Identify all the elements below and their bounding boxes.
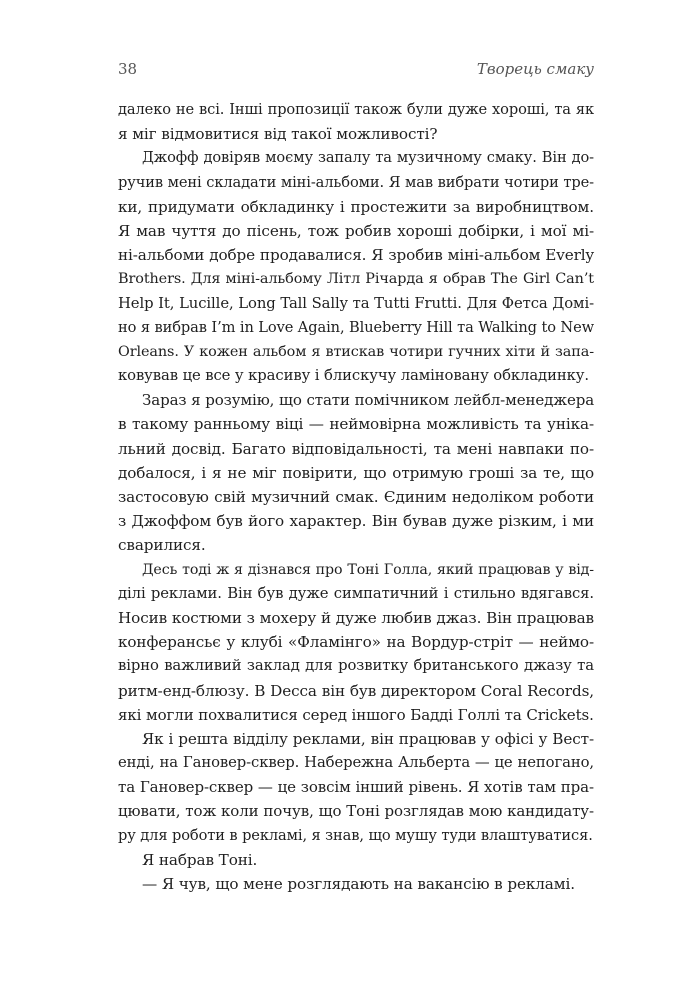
- text-line: Десь тоді ж я дізнався про Тоні Голла, який працював у від-: [142, 561, 594, 578]
- text-line: та Гановер-сквер — це зовсім інший рівень. Я хотів там пра-: [118, 778, 594, 797]
- body-text: [118, 98, 594, 896]
- text-line: добалося, і я не міг повірити, що отримую гроші за те, що: [118, 463, 594, 482]
- text-line: ручив мені складати міні-альбоми. Я мав вибрати чотири тре-: [118, 173, 594, 191]
- running-title: Творець смаку: [476, 60, 594, 78]
- text-line: но я вибрав I’m in Love Again, Blueberry Hill та Walking to New: [118, 318, 595, 336]
- text-line: Orleans. У кожен альбом я втискав чотири гучних хіти й запа-: [118, 343, 594, 360]
- text-line: ні-альбоми добре продавалися. Я зробив міні-альбом Everly: [118, 246, 594, 265]
- text-line: Help It, Lucille, Long Tall Sally та Tutti Frutti. Для Фетса Домі-: [118, 294, 594, 312]
- text-line: які могли похвалитися серед іншого Бадді Голлі та Crickets.: [118, 705, 594, 724]
- text-line: Я набрав Тоні.: [142, 850, 258, 869]
- text-line: ки, придумати обкладинку і простежити за виробництвом.: [118, 197, 594, 216]
- text-line: в такому ранньому віці — неймовірна можливість та уніка-: [118, 415, 594, 434]
- text-line: ковував це все у красиву і блискучу ламіновану обкладинку.: [118, 367, 589, 385]
- text-line: далеко не всі. Інші пропозиції також були дуже хороші, та як: [118, 101, 594, 118]
- text-line: з Джоффом був його характер. Він бував дуже різким, і ми: [118, 512, 594, 531]
- page-number: 38: [118, 60, 138, 78]
- text-line: Brothers. Для міні-альбому Літл Річарда я обрав The Girl Can’t: [118, 271, 594, 288]
- text-line: — Я чув, що мене розглядають на вакансію в рекламі.: [142, 875, 575, 893]
- text-line: Носив костюми з мохеру й дуже любив джаз. Він працював: [118, 608, 594, 627]
- text-line: ритм-енд-блюзу. В Decca він був директором Coral Records,: [118, 681, 594, 700]
- text-line: Як і решта відділу реклами, він працював у офісі у Вест-: [142, 729, 594, 748]
- text-line: цювати, тож коли почув, що Тоні розглядав мою кандидату-: [118, 802, 594, 821]
- text-line: конферансьє у клубі «Фламінго» на Вордур-стріт — неймо-: [118, 633, 594, 652]
- text-line: льний досвід. Багато відповідальності, та мені навпаки по-: [118, 439, 594, 458]
- text-line: застосовую свій музичний смак. Єдиним недоліком роботи: [118, 488, 594, 506]
- text-line: сварилися.: [118, 536, 206, 555]
- text-line: ділі реклами. Він був дуже симпатичний і стильно вдягався.: [118, 584, 594, 602]
- text-line: Зараз я розумію, що стати помічником лейбл-менеджера: [142, 391, 595, 410]
- text-line: Джофф довіряв моєму запалу та музичному смаку. Він до-: [142, 149, 594, 167]
- text-line: вірно важливий заклад для розвитку британського джазу та: [118, 657, 594, 675]
- page-header: [118, 60, 594, 86]
- text-line: енді, на Гановер-сквер. Набережна Альберта — це непогано,: [118, 754, 594, 772]
- text-line: я міг відмовитися від такої можливості?: [118, 125, 438, 144]
- text-line: Я мав чуття до пісень, тож робив хороші добірки, і мої мі-: [118, 221, 594, 240]
- text-line: ру для роботи в рекламі, я знав, що мушу туди влаштуватися.: [118, 826, 593, 844]
